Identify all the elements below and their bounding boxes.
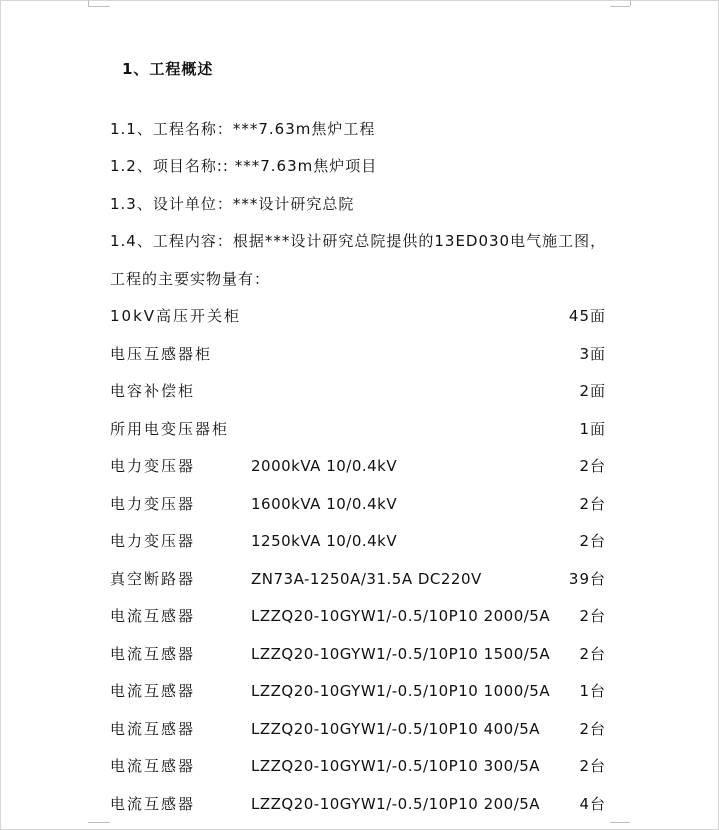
equipment-quantity: 45面 [568,307,606,325]
content-line: 1.4、工程内容：根据***设计研究总院提供的13ED030电气施工图， [110,232,607,250]
equipment-name: 电流互感器 [110,682,196,700]
equipment-quantity: 3面 [579,344,606,363]
equipment-name: 电流互感器 [110,607,196,625]
equipment-spec: 2000kVA 10/0.4kV [251,457,398,475]
quantity-row [110,530,610,552]
equipment-name: 10kV高压开关柜 [110,307,242,325]
equipment-name: 电压互感器柜 [110,344,213,363]
section-heading: 1、工程概述 [122,60,214,78]
equipment-quantity: 2台 [579,457,606,475]
equipment-quantity: 2台 [579,532,606,550]
equipment-spec: 1600kVA 10/0.4kV [251,494,398,513]
equipment-quantity: 2台 [579,757,606,775]
equipment-name: 电容补偿柜 [110,382,196,400]
equipment-quantity: 39台 [568,569,606,588]
equipment-name: 真空断路器 [110,569,196,588]
equipment-spec: LZZQ20-10GYW1/-0.5/10P10 300/5A [251,757,541,775]
quantity-row [110,718,610,740]
equipment-name: 所用电变压器柜 [110,419,230,438]
quantity-row [110,643,610,665]
quantity-row [110,793,610,815]
quantity-row [110,568,610,590]
equipment-spec: ZN73A-1250A/31.5A DC220V [251,569,482,588]
quantity-row [110,680,610,702]
equipment-spec: 1250kVA 10/0.4kV [251,532,398,550]
equipment-quantity: 4台 [579,794,606,813]
equipment-quantity: 2面 [579,382,606,400]
equipment-quantity: 2台 [579,494,606,513]
crop-mark-bottom-left [88,822,110,823]
crop-mark-top-right-h [610,6,630,7]
content-continuation-line: 工程的主要实物量有： [110,270,271,288]
crop-mark-bottom-right [610,822,630,823]
quantity-row [110,418,610,440]
equipment-spec: LZZQ20-10GYW1/-0.5/10P10 200/5A [251,794,541,813]
crop-mark-top-left-h [88,6,110,7]
crop-mark-top-right [630,0,631,6]
equipment-quantity: 1面 [579,419,606,438]
quantity-row [110,305,610,327]
equipment-quantity: 2台 [579,644,606,663]
equipment-quantity: 2台 [579,607,606,625]
equipment-spec: LZZQ20-10GYW1/-0.5/10P10 2000/5A [251,607,551,625]
quantity-row [110,455,610,477]
equipment-quantity: 2台 [579,719,606,738]
quantity-row [110,380,610,402]
quantity-row [110,343,610,365]
equipment-name: 电流互感器 [110,794,196,813]
equipment-name: 电力变压器 [110,532,196,550]
equipment-name: 电力变压器 [110,494,196,513]
equipment-name: 电流互感器 [110,719,196,738]
equipment-spec: LZZQ20-10GYW1/-0.5/10P10 1000/5A [251,682,551,700]
equipment-quantity: 1台 [579,682,606,700]
project-name-line: 1.1、工程名称：***7.63m焦炉工程 [110,120,376,138]
equipment-name: 电力变压器 [110,457,196,475]
quantity-row [110,605,610,627]
equipment-spec: LZZQ20-10GYW1/-0.5/10P10 400/5A [251,719,541,738]
quantity-row [110,493,610,515]
equipment-spec: LZZQ20-10GYW1/-0.5/10P10 1500/5A [251,644,551,663]
equipment-name: 电流互感器 [110,757,196,775]
equipment-name: 电流互感器 [110,644,196,663]
quantity-row [110,755,610,777]
design-unit-line: 1.3、设计单位：***设计研究总院 [110,195,355,213]
item-name-line: 1.2、项目名称:: ***7.63m焦炉项目 [110,157,378,175]
